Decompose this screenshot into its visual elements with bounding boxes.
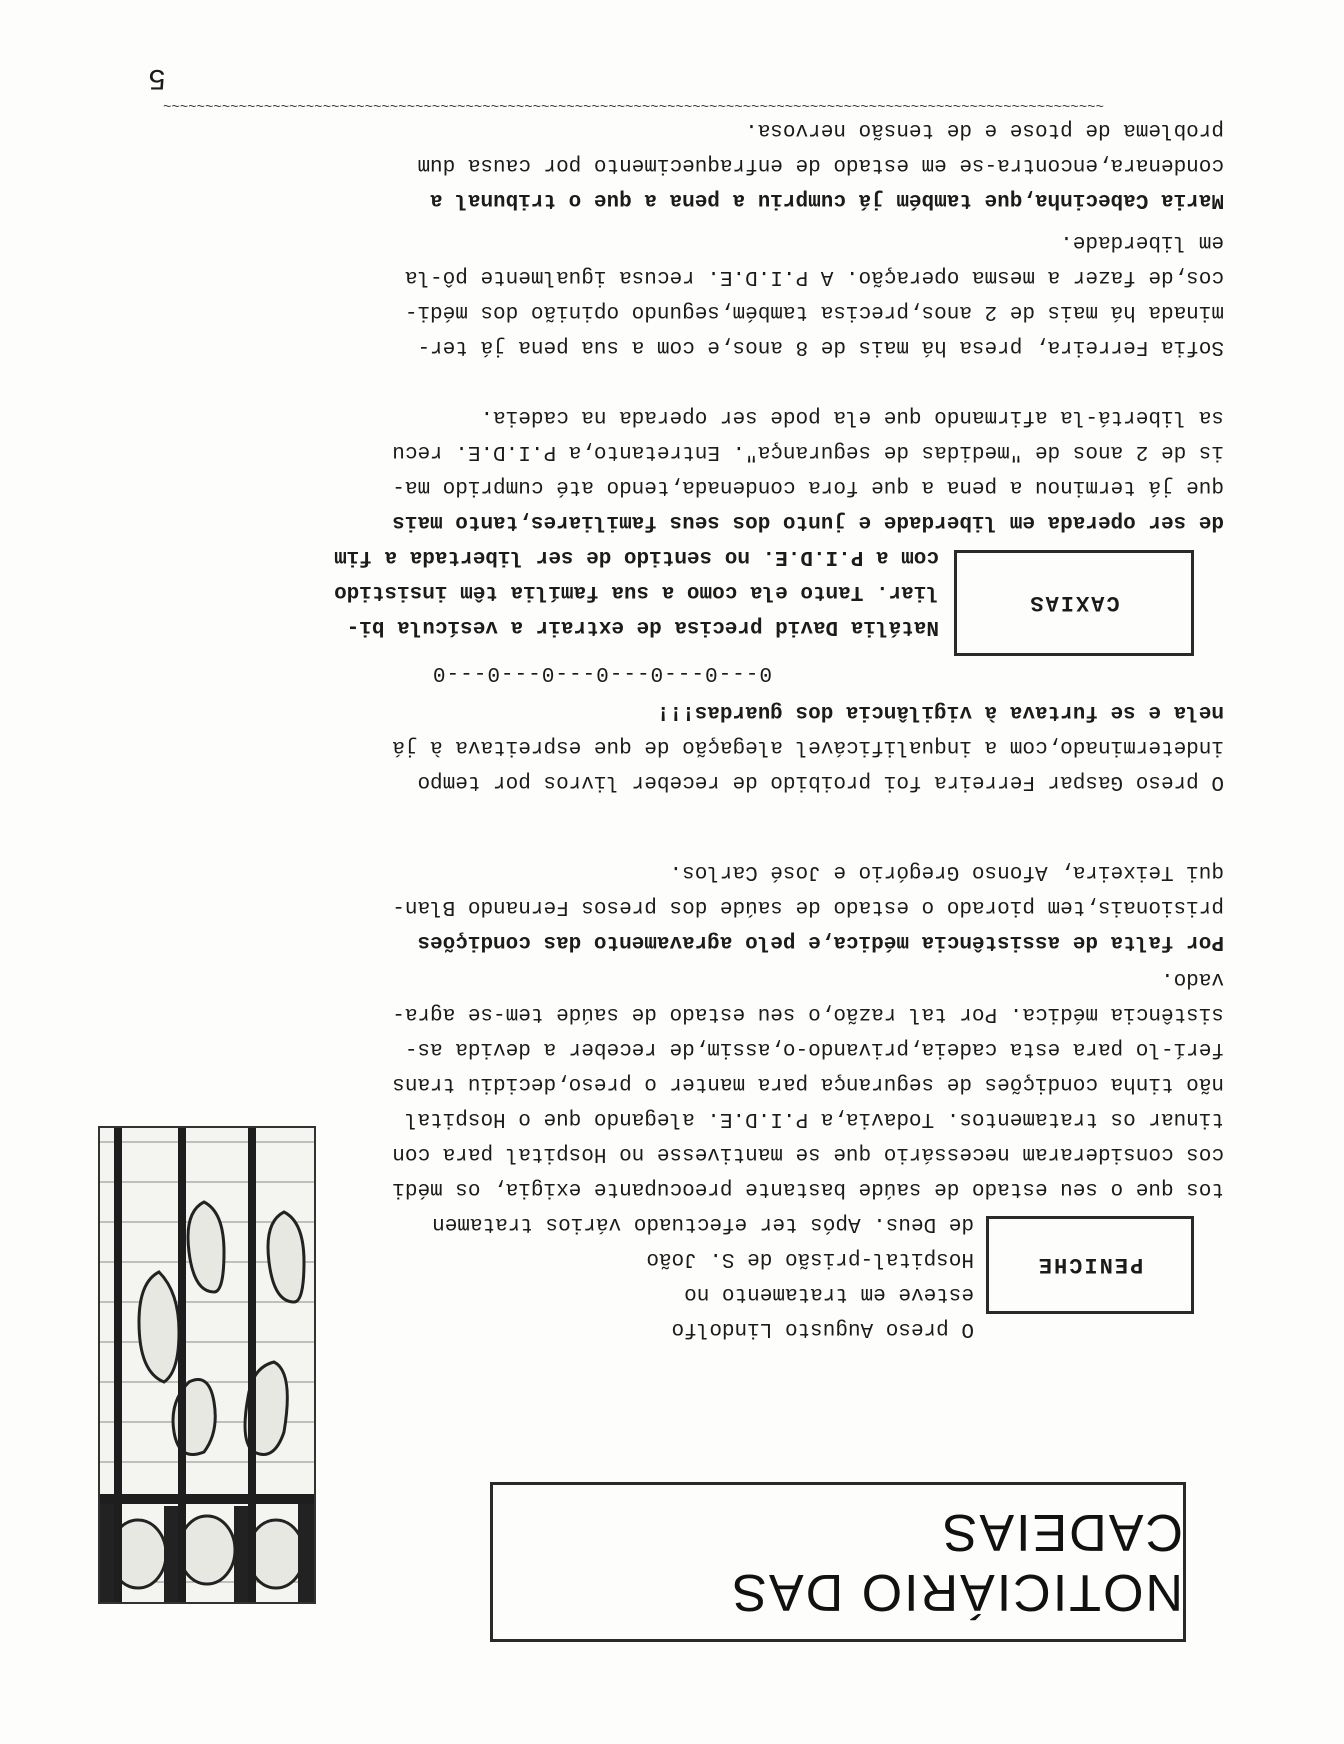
prisoners-behind-bars-illustration	[98, 1126, 316, 1604]
text-line: em liberdade.	[1060, 230, 1224, 253]
text-line: indeterminado,com a inqualificável alegação de que espreitava à já	[392, 735, 1224, 758]
text-line: vado.	[1160, 967, 1224, 990]
text-line: prisionais,tem piorado o estado de saúde dos presos Fernando Blan-	[392, 895, 1224, 918]
prison-bars-icon	[100, 1128, 314, 1602]
text-line: tos que o seu estado de saúde bastante preocupante exigia, os médi	[392, 1177, 1224, 1200]
paragraph-natalia-body	[392, 399, 1224, 539]
text-line: que já terminou a pena a que fora condenada,tendo até cumprido ma-	[392, 475, 1224, 498]
text-line: não tinha condições de segurança para manter o preso,decidiu trans	[392, 1072, 1224, 1095]
paragraph-maria	[417, 112, 1224, 217]
text-line: tinuar os tratamentos. Todavia,a P.I.D.E. alegando que o Hospital	[404, 1107, 1224, 1130]
text-line: com a P.I.D.E. no sentido de ser libertada a fim	[334, 545, 939, 568]
text-line: liar. Tanto ela como a sua família têm insistido	[334, 580, 939, 603]
text-line: de Deus. Após ter efectuado vários tratamen	[432, 1212, 974, 1235]
footer-rule: ~~~~~~~~~~~~~~~~~~~~~~~~~~~~~~~~~~~~~~~~~~~~~~~~~~~~~~~~~~~~~~~~~~~~~~~~~~~~~~~~~~~~~~~~~~~~~~~~~~~~~~~~~~~~~~~~	[163, 96, 1104, 112]
text-line: Natália David precisa de extrair a vesícula bi-	[346, 615, 939, 638]
text-line: is de 2 anos de "medidas de segurança". Entretanto,a P.I.D.E. recu	[392, 440, 1224, 463]
paragraph-health	[392, 854, 1224, 959]
section-label-caxias: CAXIAS	[1028, 590, 1120, 616]
text-line: esteve em tratamento no	[684, 1282, 974, 1305]
text-line: cos consideraram necessário que se mantivesse no Hospital para con	[392, 1142, 1224, 1165]
section-label-peniche: PENICHE	[1036, 1252, 1144, 1278]
page-number: 5	[147, 60, 166, 94]
masthead-box	[490, 1482, 1186, 1642]
section-label-box	[954, 550, 1194, 656]
text-line: Sofia Ferreira, presa há mais de 8 anos,e com a sua pena já ter-	[417, 335, 1224, 358]
text-line: nela e se furtava à vigilância dos guardas!!!	[656, 700, 1224, 723]
text-line: Por falta de assistência médica,e pelo agravamento das condições	[417, 930, 1224, 953]
text-line: condenara,encontra-se em estado de enfraquecimento por causa dum	[417, 153, 1224, 176]
text-line: Maria Cabecinha,que também já cumpriu a pena a que o tribunal a	[430, 188, 1224, 211]
paragraph-sofia	[405, 224, 1224, 364]
text-line: Hospital-prisão de S. João	[646, 1247, 974, 1270]
paragraph-lindolfo	[392, 961, 1224, 1206]
text-line: sistência médica. Por tal razão,o seu estado de saúde tem-se agra-	[392, 1002, 1224, 1025]
section-separator: 0---0---0---0---0---0---0	[431, 661, 772, 684]
text-line: qui Teixeira, Afonso Gregório e José Carlos.	[669, 860, 1224, 883]
paragraph-intro	[432, 1206, 974, 1346]
text-line: cos,de fazer a mesma operação. A P.I.D.E. recusa igualmente pô-la	[404, 265, 1224, 288]
masthead-title: NOTICIÁRIO DAS CADEIAS	[730, 1503, 1183, 1621]
paragraph-gaspar	[392, 694, 1224, 799]
text-line: de ser operada em liberdade e junto dos seus familiares,tanto mais	[392, 510, 1224, 533]
text-line: minada há mais de 2 anos,precisa também,segundo opinião dos médi-	[404, 300, 1224, 323]
text-line: ferí-lo para esta cadeia,privando-o,assim,de receber a devida as-	[404, 1037, 1224, 1060]
text-line: problema de ptose e de tensão nervosa.	[745, 118, 1224, 141]
text-line: O preso Gaspar Ferreira foi proibido de receber livros por tempo	[417, 770, 1224, 793]
text-line: sa libertá-la afirmando que ela pode ser operada na cadeia.	[480, 405, 1224, 428]
text-line: O preso Augusto Lindolfo	[671, 1317, 974, 1340]
section-label-box	[986, 1216, 1194, 1314]
paragraph-natalia-head	[334, 539, 939, 644]
